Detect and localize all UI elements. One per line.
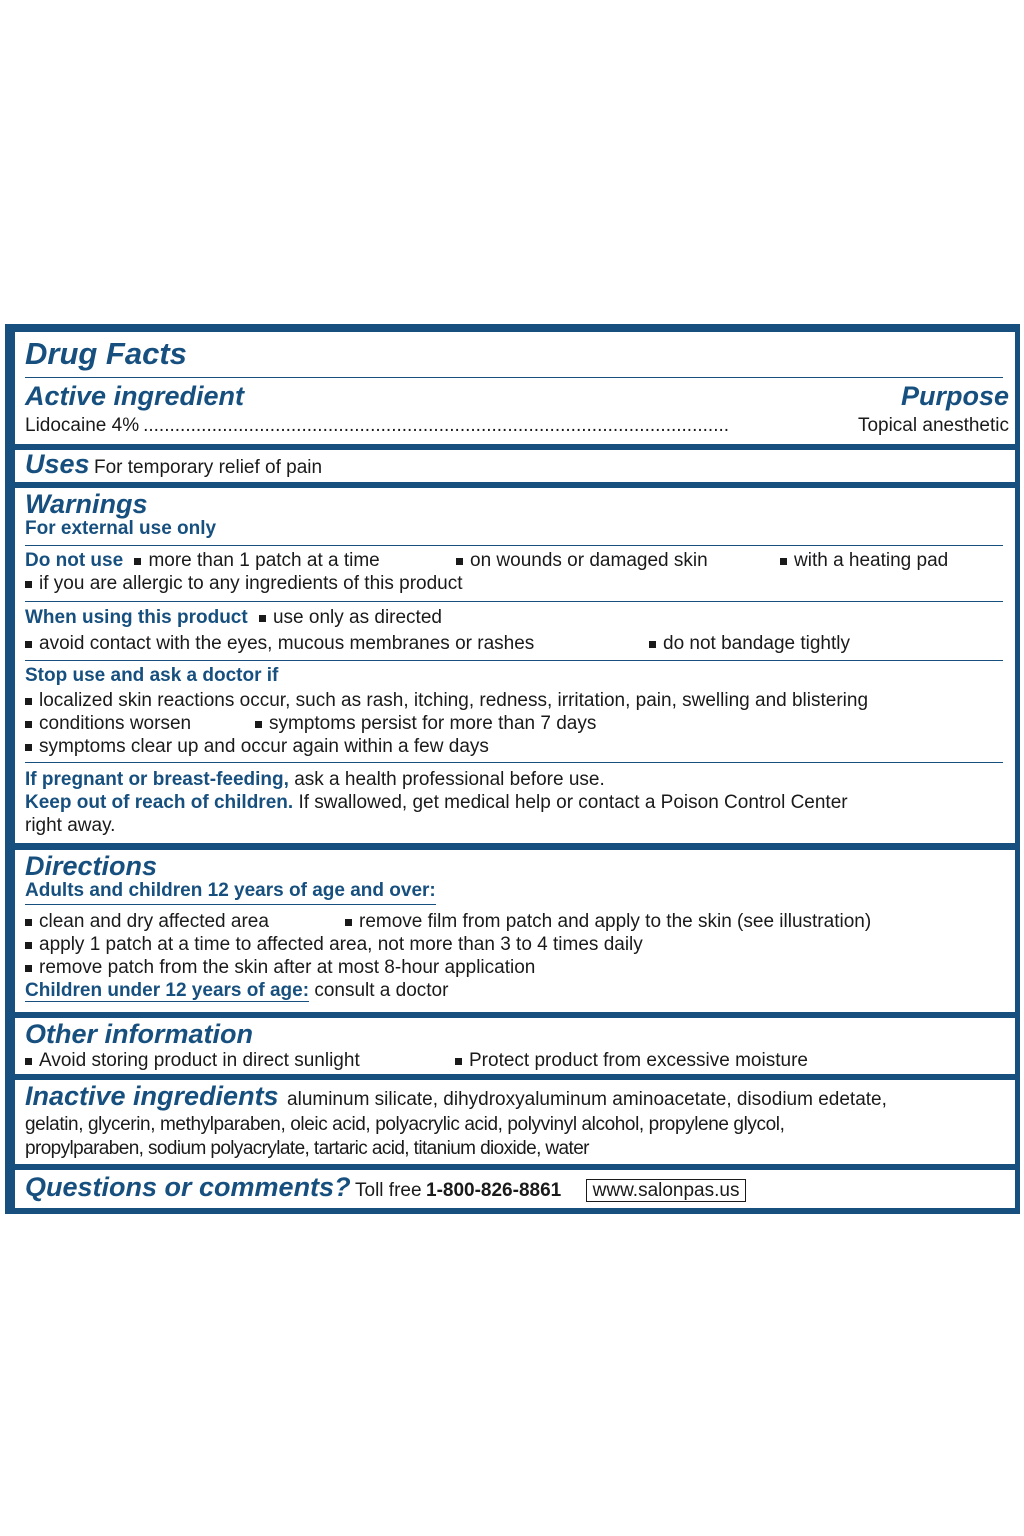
- purpose-heading: Purpose: [900, 381, 1009, 411]
- keep-out-label: Keep out of reach of children.: [25, 792, 294, 813]
- bullet-icon: [780, 558, 787, 565]
- other-info-heading: Other information: [25, 1019, 253, 1049]
- questions-line: [25, 1172, 746, 1202]
- questions-section: [15, 1170, 1015, 1208]
- list-item: apply 1 patch at a time to affected area, not more than 3 to 4 times daily: [39, 934, 643, 955]
- purpose-value: Topical anesthetic: [857, 415, 1009, 436]
- external-use-label: For external use only: [25, 518, 217, 539]
- bullet-icon: [25, 721, 32, 728]
- bullet-icon: [649, 641, 656, 648]
- bullet-icon: [25, 744, 32, 751]
- stop-use-item-1: [25, 689, 868, 712]
- uses-text: For temporary relief of pain: [94, 457, 323, 478]
- list-item: symptoms persist for more than 7 days: [269, 713, 597, 734]
- do-not-use-line: [25, 549, 380, 572]
- list-item: if you are allergic to any ingredients of this product: [39, 573, 463, 594]
- uses-section: [15, 450, 1015, 482]
- uses-heading: Uses: [25, 450, 90, 479]
- dot-leader: ...............................................................................................................: [143, 415, 730, 436]
- pregnant-text: ask a health professional before use.: [294, 769, 605, 790]
- bullet-icon: [259, 615, 266, 622]
- inactive-text-2: gelatin, glycerin, methylparaben, oleic acid, polyacrylic acid, polyvinyl alcohol, propylene glycol,: [25, 1114, 785, 1135]
- toll-free-label: Toll free: [355, 1180, 422, 1201]
- stop-use-label: Stop use and ask a doctor if: [25, 665, 279, 686]
- list-item: clean and dry affected area: [39, 911, 269, 932]
- other-information-section: [15, 1018, 1015, 1074]
- directions-item-3: [25, 933, 643, 956]
- active-ingredient-row: [25, 414, 1009, 437]
- stop-use-item-2: [25, 712, 191, 735]
- drug-facts-panel: [5, 324, 1020, 1214]
- bullet-icon: [25, 581, 32, 588]
- phone-number[interactable]: 1-800-826-8861: [426, 1180, 562, 1201]
- website-link[interactable]: www.salonpas.us: [586, 1179, 747, 1202]
- list-item: conditions worsen: [39, 713, 192, 734]
- bullet-icon: [455, 1058, 462, 1065]
- do-not-use-item-2: [456, 549, 708, 572]
- children-text: consult a doctor: [314, 980, 449, 1001]
- bullet-icon: [25, 942, 32, 949]
- when-using-line: [25, 606, 442, 629]
- ingredient-name: Lidocaine 4%: [25, 415, 140, 436]
- inactive-heading: Inactive ingredients: [25, 1081, 279, 1111]
- do-not-use-rule: [25, 601, 1009, 602]
- directions-item-2: [345, 910, 871, 933]
- stop-use-item-4: [25, 735, 489, 758]
- questions-heading: Questions or comments?: [25, 1172, 351, 1202]
- do-not-use-label: Do not use: [25, 550, 124, 571]
- external-rule: [25, 545, 1009, 546]
- other-info-item-1: [25, 1049, 360, 1072]
- bullet-icon: [25, 1058, 32, 1065]
- adults-label: Adults and children 12 years of age and over:: [25, 880, 436, 905]
- when-using-rule: [25, 660, 1009, 661]
- list-item: use only as directed: [272, 607, 442, 628]
- directions-item-4: [25, 956, 535, 979]
- uses-line: [25, 450, 322, 479]
- inactive-text-3: propylparaben, sodium polyacrylate, tartaric acid, titanium dioxide, water: [25, 1138, 589, 1159]
- active-ingredient-heading: Active ingredient: [25, 381, 245, 411]
- warnings-heading: Warnings: [25, 489, 148, 519]
- keep-out-line: [25, 791, 848, 814]
- list-item: on wounds or damaged skin: [470, 550, 708, 571]
- inactive-ingredients-section: [15, 1080, 1015, 1164]
- title-rule: [25, 377, 1009, 378]
- directions-item-1: [25, 910, 269, 933]
- other-info-item-2: [455, 1049, 808, 1072]
- bullet-icon: [134, 558, 141, 565]
- bullet-icon: [25, 698, 32, 705]
- bullet-icon: [25, 965, 32, 972]
- inactive-line-1: [25, 1081, 887, 1111]
- bullet-icon: [25, 641, 32, 648]
- when-using-item-2: [25, 632, 534, 655]
- list-item: avoid contact with the eyes, mucous membranes or rashes: [39, 633, 535, 654]
- directions-section: [15, 850, 1015, 1012]
- do-not-use-item-4: [25, 572, 463, 595]
- list-item: Avoid storing product in direct sunlight: [39, 1050, 360, 1071]
- do-not-use-item-3: [780, 549, 948, 572]
- list-item: with a heating pad: [794, 550, 949, 571]
- list-item: Protect product from excessive moisture: [469, 1050, 808, 1071]
- children-line: [25, 979, 448, 1002]
- keep-out-text: If swallowed, get medical help or contact a Poison Control Center: [298, 792, 848, 813]
- list-item: more than 1 patch at a time: [148, 550, 380, 571]
- list-item: remove patch from the skin after at most 8-hour application: [39, 957, 536, 978]
- list-item: localized skin reactions occur, such as rash, itching, redness, irritation, pain, swelling and blistering: [39, 690, 869, 711]
- directions-heading: Directions: [25, 851, 158, 881]
- bullet-icon: [25, 919, 32, 926]
- keep-out-line-2: right away.: [25, 815, 116, 836]
- warnings-section: [15, 488, 1015, 843]
- list-item: do not bandage tightly: [663, 633, 850, 654]
- children-label: Children under 12 years of age:: [25, 980, 310, 1001]
- when-using-item-3: [649, 632, 850, 655]
- when-using-label: When using this product: [25, 607, 248, 628]
- stop-use-item-3: [255, 712, 596, 735]
- list-item: remove film from patch and apply to the skin (see illustration): [359, 911, 872, 932]
- pregnant-line: [25, 768, 605, 791]
- pregnant-label: If pregnant or breast-feeding,: [25, 769, 289, 790]
- active-ingredient-section: [15, 332, 1015, 444]
- list-item: symptoms clear up and occur again within a few days: [39, 736, 489, 757]
- bullet-icon: [255, 721, 262, 728]
- drug-facts-title: Drug Facts: [25, 336, 187, 371]
- stop-use-rule: [25, 762, 1009, 763]
- bullet-icon: [456, 558, 463, 565]
- bullet-icon: [345, 919, 352, 926]
- inactive-text-1: aluminum silicate, dihydroxyaluminum aminoacetate, disodium edetate,: [287, 1089, 887, 1110]
